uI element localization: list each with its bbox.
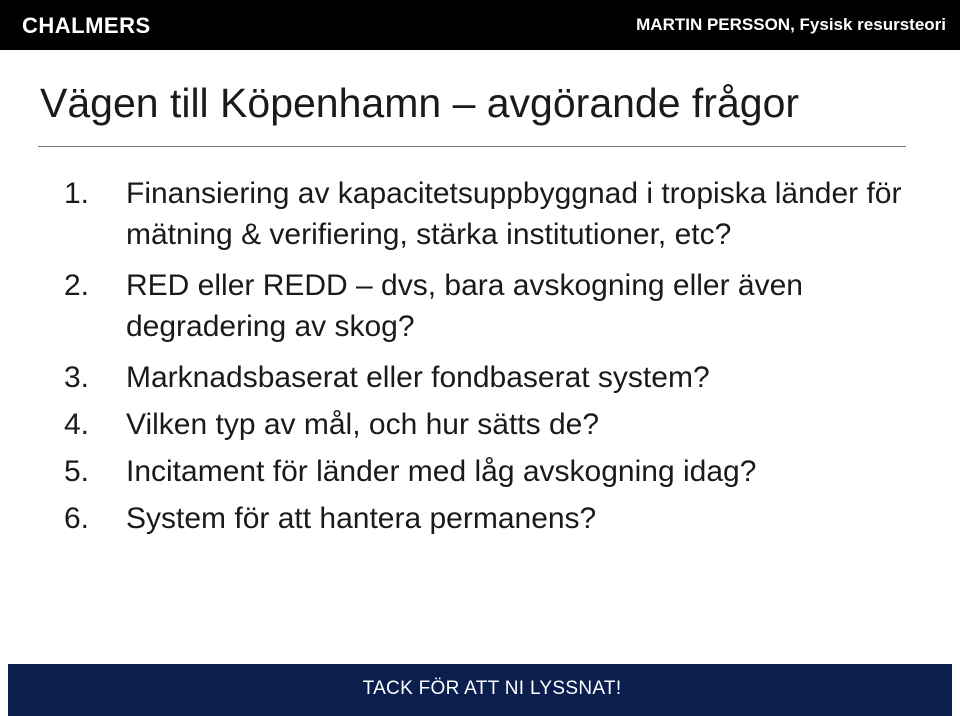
- list-number: 2.: [64, 269, 90, 302]
- title-divider: [38, 146, 906, 147]
- list-item: [0, 265, 960, 347]
- footer-message: TACK FÖR ATT NI LYSSNAT!: [362, 678, 622, 699]
- footer-bar: [8, 664, 952, 716]
- list-item: [0, 451, 960, 492]
- author-label: MARTIN PERSSON, Fysisk resursteori: [636, 15, 946, 34]
- list-number: 1.: [64, 177, 90, 210]
- list-number: 6.: [64, 502, 90, 535]
- list-number: 3.: [64, 361, 90, 394]
- list-text: Finansiering av kapacitetsuppbyggnad i tropiska länder för mätning & verifiering, stärka institutioner, etc?: [126, 177, 902, 251]
- list-item: [0, 357, 960, 398]
- list-item: [0, 404, 960, 445]
- chalmers-logo: CHALMERS: [22, 13, 151, 38]
- slide-title: Vägen till Köpenhamn – avgörande frågor: [40, 80, 800, 126]
- header-bar: [0, 0, 960, 50]
- list-item: [0, 498, 960, 539]
- list-text: Vilken typ av mål, och hur sätts de?: [126, 408, 600, 441]
- list-number: 4.: [64, 408, 90, 441]
- question-list: [0, 173, 960, 549]
- list-text: System för att hantera permanens?: [126, 502, 597, 535]
- list-text: RED eller REDD – dvs, bara avskogning eller även degradering av skog?: [126, 269, 803, 343]
- list-text: Incitament för länder med låg avskogning idag?: [126, 455, 757, 488]
- list-text: Marknadsbaserat eller fondbaserat system?: [126, 361, 710, 394]
- list-number: 5.: [64, 455, 90, 488]
- list-item: [0, 173, 960, 255]
